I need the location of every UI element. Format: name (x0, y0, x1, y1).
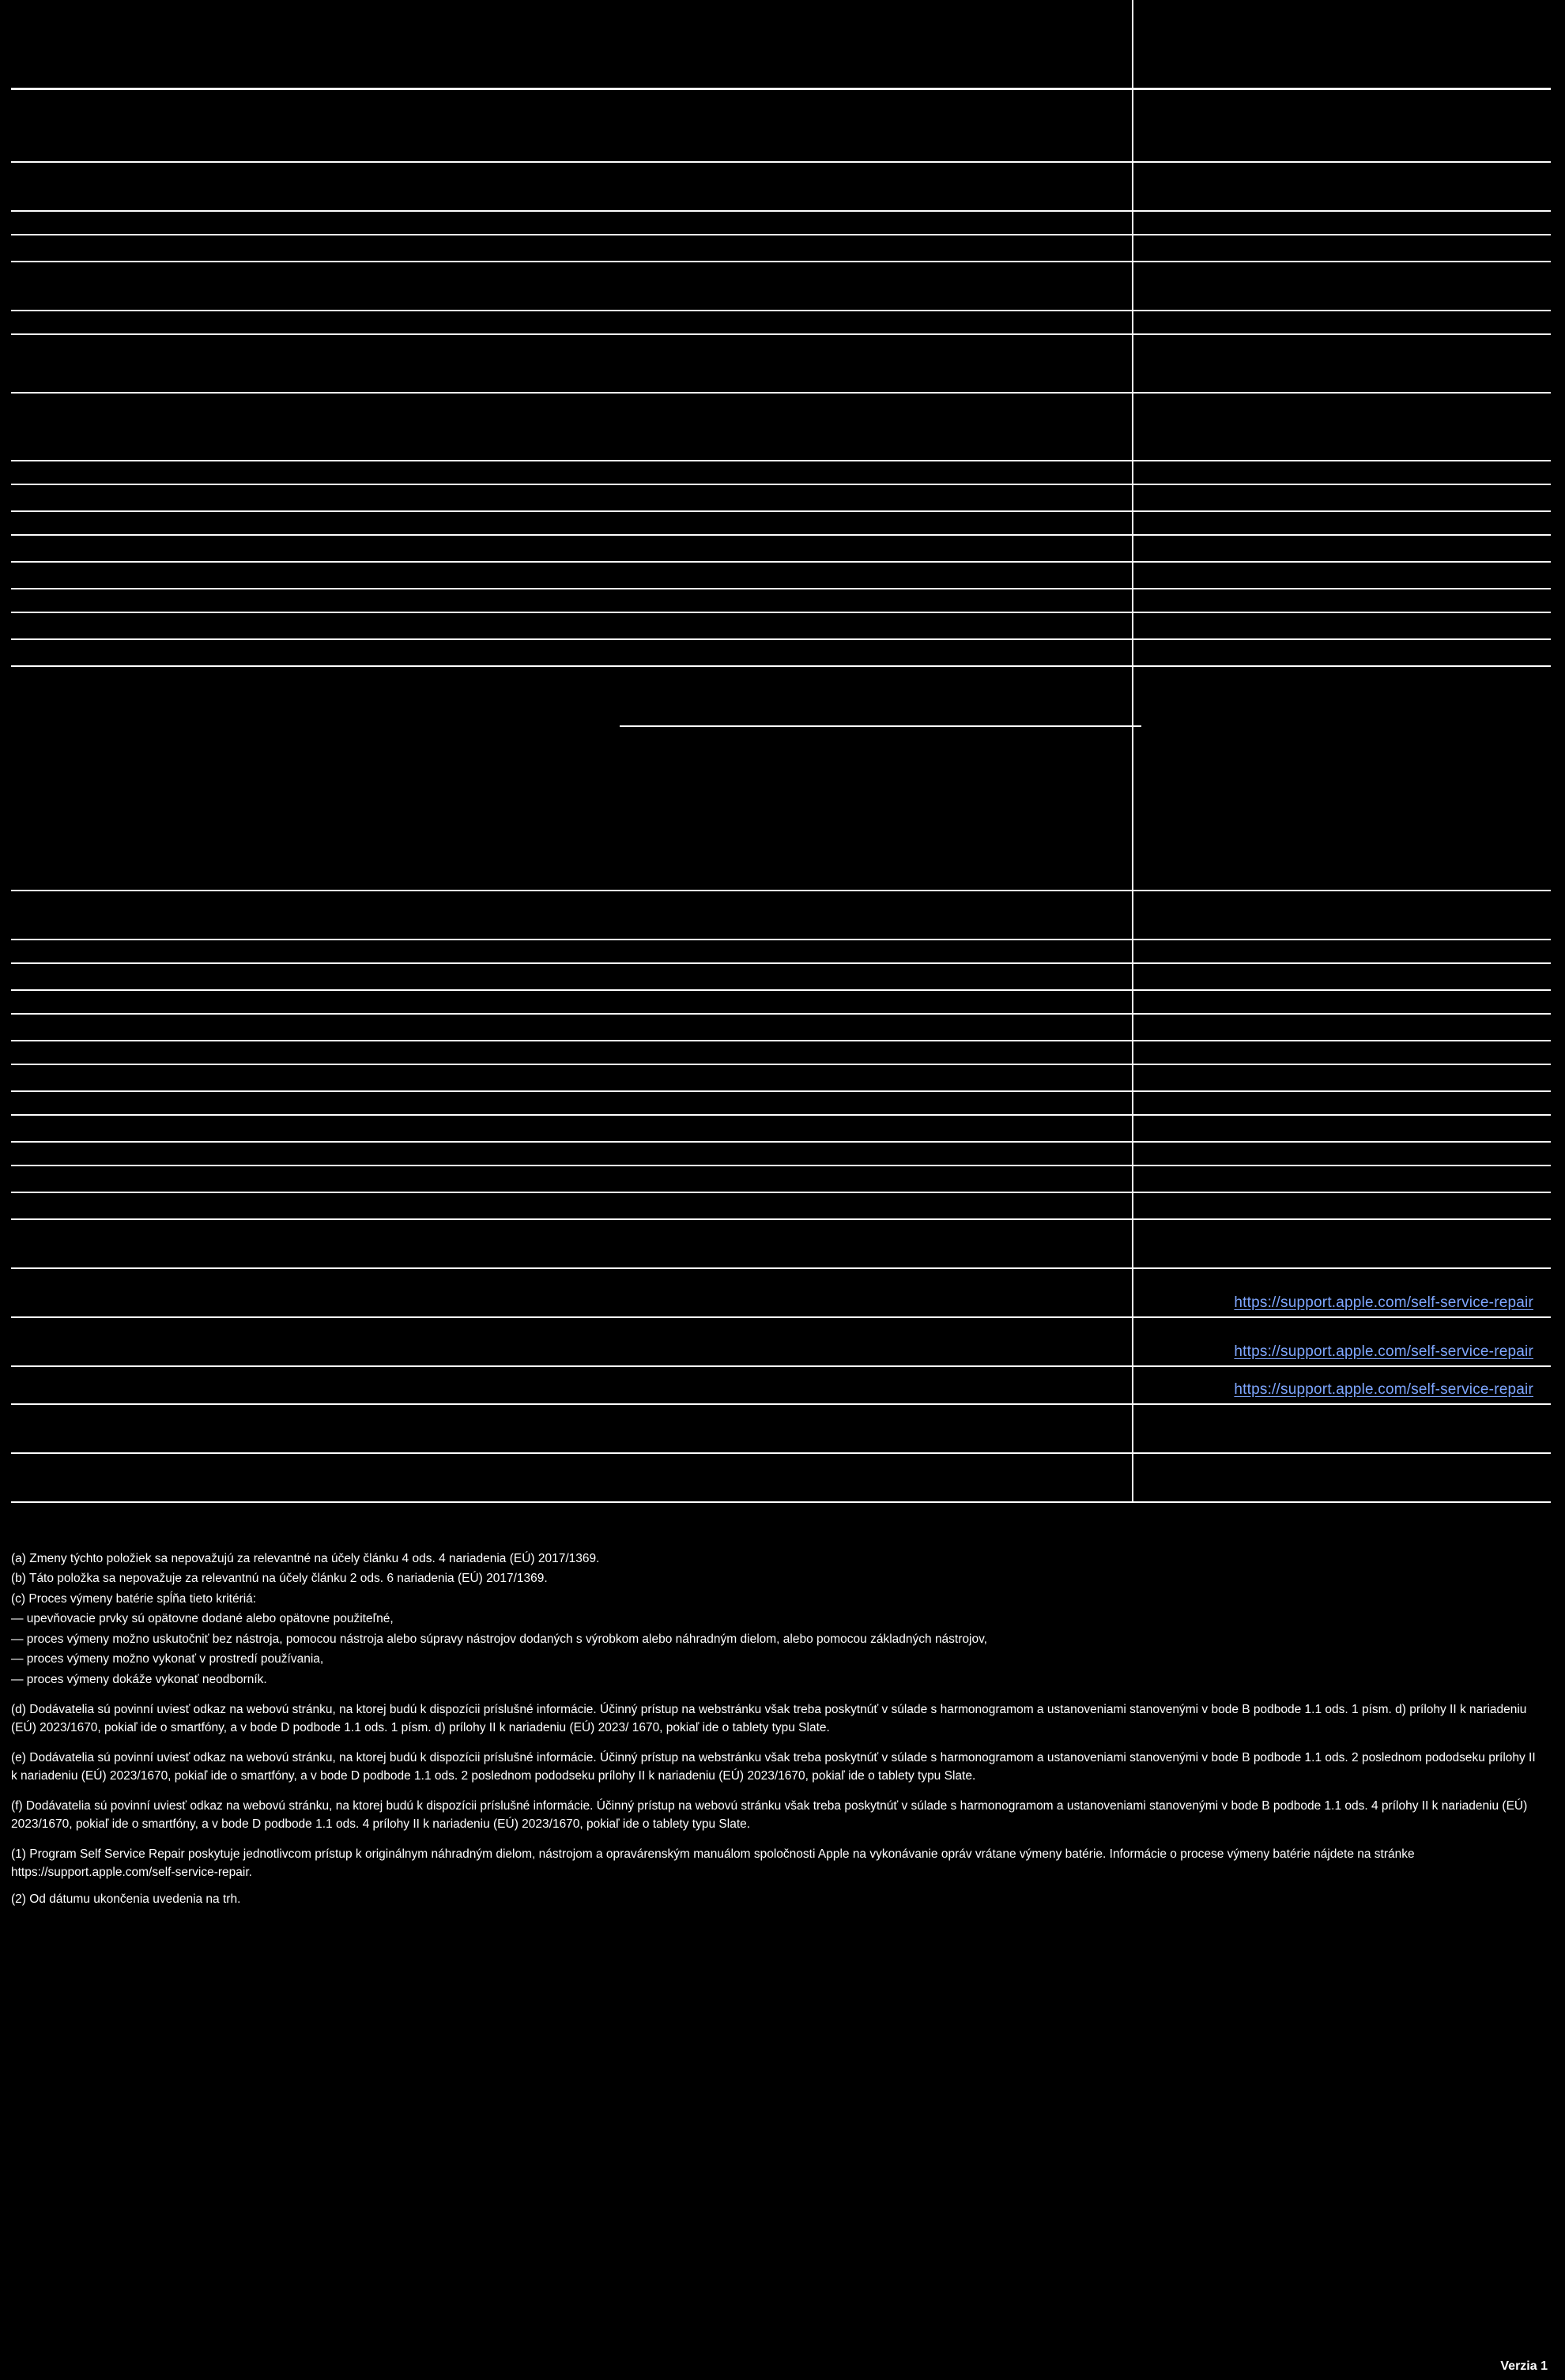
table-row (11, 512, 1551, 536)
table-row (11, 991, 1551, 1015)
table-row (11, 613, 1551, 640)
table-row (11, 1367, 1551, 1405)
footnote-f: (f) Dodávatelia sú povinní uviesť odkaz na webovú stránku, na ktorej budú k dispozícii príslušné informácie. Účinný prístup na webovú stránku však treba poskytnúť v súlade s harmonogramom a ustanoveniami stanovenými v bode B podbode 1.1 ods. 4 prílohy II k nariadeniu (EÚ) 2023/1670, pokiaľ ide o smartfóny, a v bode D podbode 1.1 ods. 4 prílohy II k nariadeniu (EÚ) 2023/1670, pokiaľ ide o tablety typu Slate. (11, 1799, 1528, 1831)
criteria-item-2: — proces výmeny možno uskutočniť bez nástroja, pomocou nástroja alebo súpravy nástrojov dodaných s výrobkom alebo náhradným dielom, alebo pomocou základných nástrojov, (11, 1632, 987, 1646)
table-row (11, 235, 1551, 262)
table-row (11, 262, 1551, 311)
footnote-a: (a) Zmeny týchto položiek sa nepovažujú za relevantné na účely článku 4 ods. 4 nariadenia (EÚ) 2017/1369. (11, 1552, 600, 1565)
table-row (11, 1116, 1551, 1143)
table-row (11, 667, 1551, 719)
table-row (11, 1143, 1551, 1166)
table-row (11, 1065, 1551, 1092)
criteria-item-1: — upevňovacie prvky sú opätovne dodané alebo opätovne použiteľné, (11, 1612, 394, 1626)
table-row (11, 212, 1551, 235)
table-row (11, 940, 1551, 964)
table-row (11, 46, 1551, 90)
table-row (11, 1318, 1551, 1367)
table-row (11, 719, 1551, 820)
table-row (11, 1193, 1551, 1220)
table-row (11, 461, 1551, 485)
table-inner-rule (620, 725, 1141, 727)
table-row (11, 964, 1551, 991)
table-cell-link (1234, 1381, 1533, 1399)
table-row (11, 589, 1551, 613)
table-row (11, 311, 1551, 335)
version-label: Verzia 1 (1500, 2359, 1548, 2373)
footnote-2: (2) Od dátumu ukončenia uvedenia na trh. (11, 1892, 241, 1907)
table-row (11, 1092, 1551, 1116)
table-row (11, 335, 1551, 394)
table-row (11, 536, 1551, 563)
footnote-d: (d) Dodávatelia sú povinní uviesť odkaz na webovú stránku, na ktorej budú k dispozícii príslušné informácie. Účinný prístup na webstránku však treba poskytnúť v súlade s harmonogramom a ustanoveniami stanovenými v bode B podbode 1.1 ods. 1 písm. d) prílohy II k nariadeniu (EÚ) 2023/1670, pokiaľ ide o smartfóny, a v bode D podbode 1.1 ods. 1 písm. d) prílohy II k nariadeniu (EÚ) 2023/ 1670, pokiaľ ide o tablety typu Slate. (11, 1703, 1527, 1734)
table-row (11, 1041, 1551, 1065)
table-row (11, 394, 1551, 461)
footnote-1: (1) Program Self Service Repair poskytuje jednotlivcom prístup k originálnym náhradným dielom, nástrojom a opravárenským manuálom spoločnosti Apple na vykonávanie opráv vrátane výmeny batérie. Informácie o procese výmeny batérie nájdete na stránke https://support.apple.com/self-service-repair. (11, 1847, 1415, 1879)
footnote-e: (e) Dodávatelia sú povinní uviesť odkaz na webovú stránku, na ktorej budú k dispozícii príslušné informácie. Účinný prístup na webstránku však treba poskytnúť v súlade s harmonogramom a ustanoveniami stanovenými v bode B podbode 1.1 ods. 2 poslednom pododseku prílohy II k nariadeniu (EÚ) 2023/1670, pokiaľ ide o smartfóny, a v bode D podbode 1.1 ods. 2 poslednom pododseku prílohy II k nariadeniu (EÚ) 2023/1670, pokiaľ ide o tablety typu Slate. (11, 1751, 1536, 1783)
table-row (11, 1015, 1551, 1041)
table-row (11, 820, 1551, 891)
table-row (11, 485, 1551, 512)
table-row (11, 1220, 1551, 1269)
self-service-repair-link[interactable]: https://support.apple.com/self-service-repair (1234, 1343, 1533, 1360)
table-row (11, 1405, 1551, 1454)
table-row (11, 891, 1551, 940)
spec-table (11, 0, 1551, 1503)
criteria-item-3: — proces výmeny možno vykonať v prostredí používania, (11, 1652, 324, 1666)
table-row (11, 563, 1551, 589)
self-service-repair-link[interactable]: https://support.apple.com/self-service-repair (1234, 1294, 1533, 1311)
table-row (11, 640, 1551, 667)
table-row (11, 163, 1551, 212)
table-row (11, 90, 1551, 163)
footnote-c: (c) Proces výmeny batérie spĺňa tieto kritériá: (11, 1591, 257, 1606)
table-row (11, 1166, 1551, 1193)
footnotes-section (0, 1550, 1565, 1909)
criteria-item-4: — proces výmeny dokáže vykonať neodborník. (11, 1672, 267, 1686)
table-row (11, 1269, 1551, 1318)
table-cell-link (1234, 1294, 1533, 1312)
table-row (11, 1454, 1551, 1503)
table-cell-link (1234, 1343, 1533, 1361)
self-service-repair-link[interactable]: https://support.apple.com/self-service-repair (1234, 1381, 1533, 1398)
footnote-b: (b) Táto položka sa nepovažuje za relevantnú na účely článku 2 ods. 6 nariadenia (EÚ) 2017/1369. (11, 1572, 548, 1586)
